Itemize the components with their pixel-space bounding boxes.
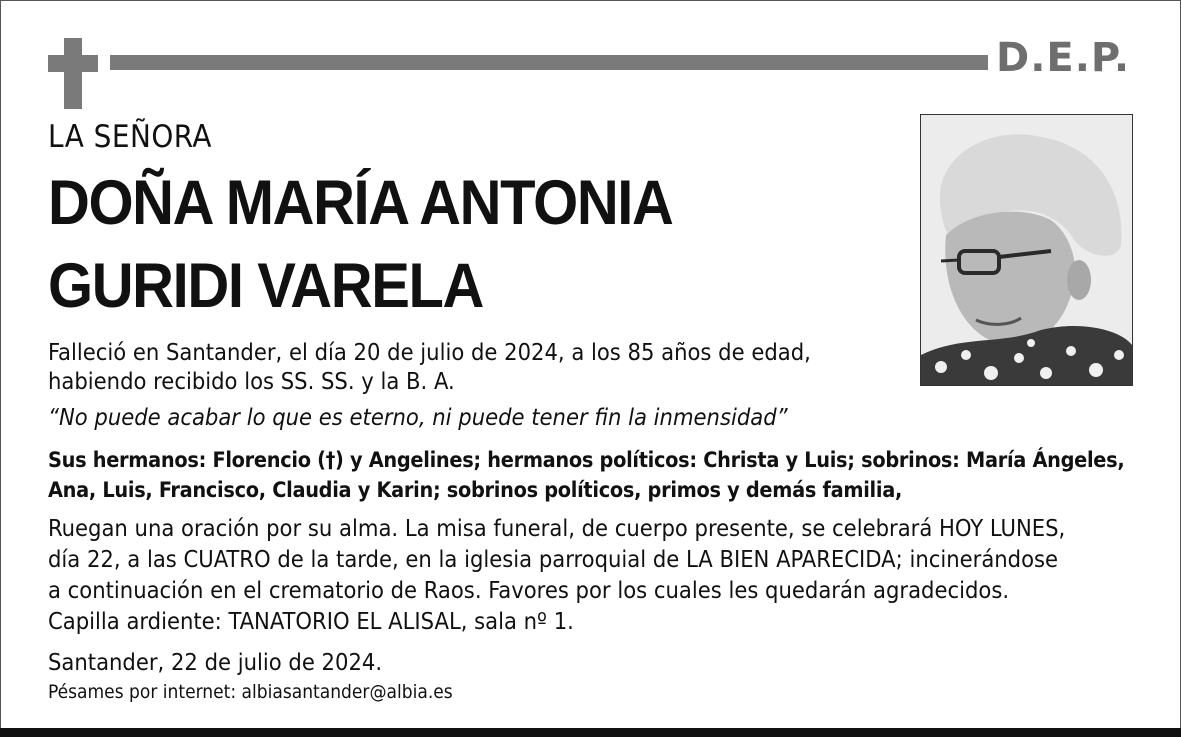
service-line-4: Capilla ardiente: TANATORIO EL ALISAL, sala nº 1. (48, 607, 574, 635)
condolences-contact: Pésames por internet: albiasantander@albia.es (48, 681, 453, 703)
death-details-line-1: Falleció en Santander, el día 20 de julio de 2024, a los 85 años de edad, (48, 338, 811, 366)
cross-icon-arm (48, 55, 98, 72)
family-line-2: Ana, Luis, Francisco, Claudia y Karin; sobrinos políticos, primos y demás familia, (48, 478, 902, 503)
service-line-1: Ruegan una oración por su alma. La misa funeral, de cuerpo presente, se celebrará HOY LUNES, (48, 514, 1066, 542)
family-line-1: Sus hermanos: Florencio (†) y Angelines; hermanos políticos: Christa y Luis; sobrinos: María Ángeles, (48, 448, 1125, 473)
deceased-name-line-1: DOÑA MARÍA ANTONIA (48, 168, 673, 238)
cross-icon (64, 38, 82, 109)
portrait-photo (920, 114, 1133, 386)
death-details-line-2: habiendo recibido los SS. SS. y la B. A. (48, 367, 455, 395)
header-rule (110, 55, 988, 70)
honorific: LA SEÑORA (48, 119, 212, 155)
dep-label: D.E.P. (996, 35, 1131, 81)
service-line-2: día 22, a las CUATRO de la tarde, en la iglesia parroquial de LA BIEN APARECIDA; incinerándose (48, 545, 1059, 573)
epitaph-quote: “No puede acabar lo que es eterno, ni puede tener fin la inmensidad” (48, 403, 788, 431)
bottom-rule (0, 728, 1181, 737)
deceased-name-line-2: GURIDI VARELA (48, 251, 484, 321)
service-line-3: a continuación en el crematorio de Raos. Favores por los cuales les quedarán agradecidos. (48, 576, 1010, 604)
dateline: Santander, 22 de julio de 2024. (48, 648, 383, 676)
